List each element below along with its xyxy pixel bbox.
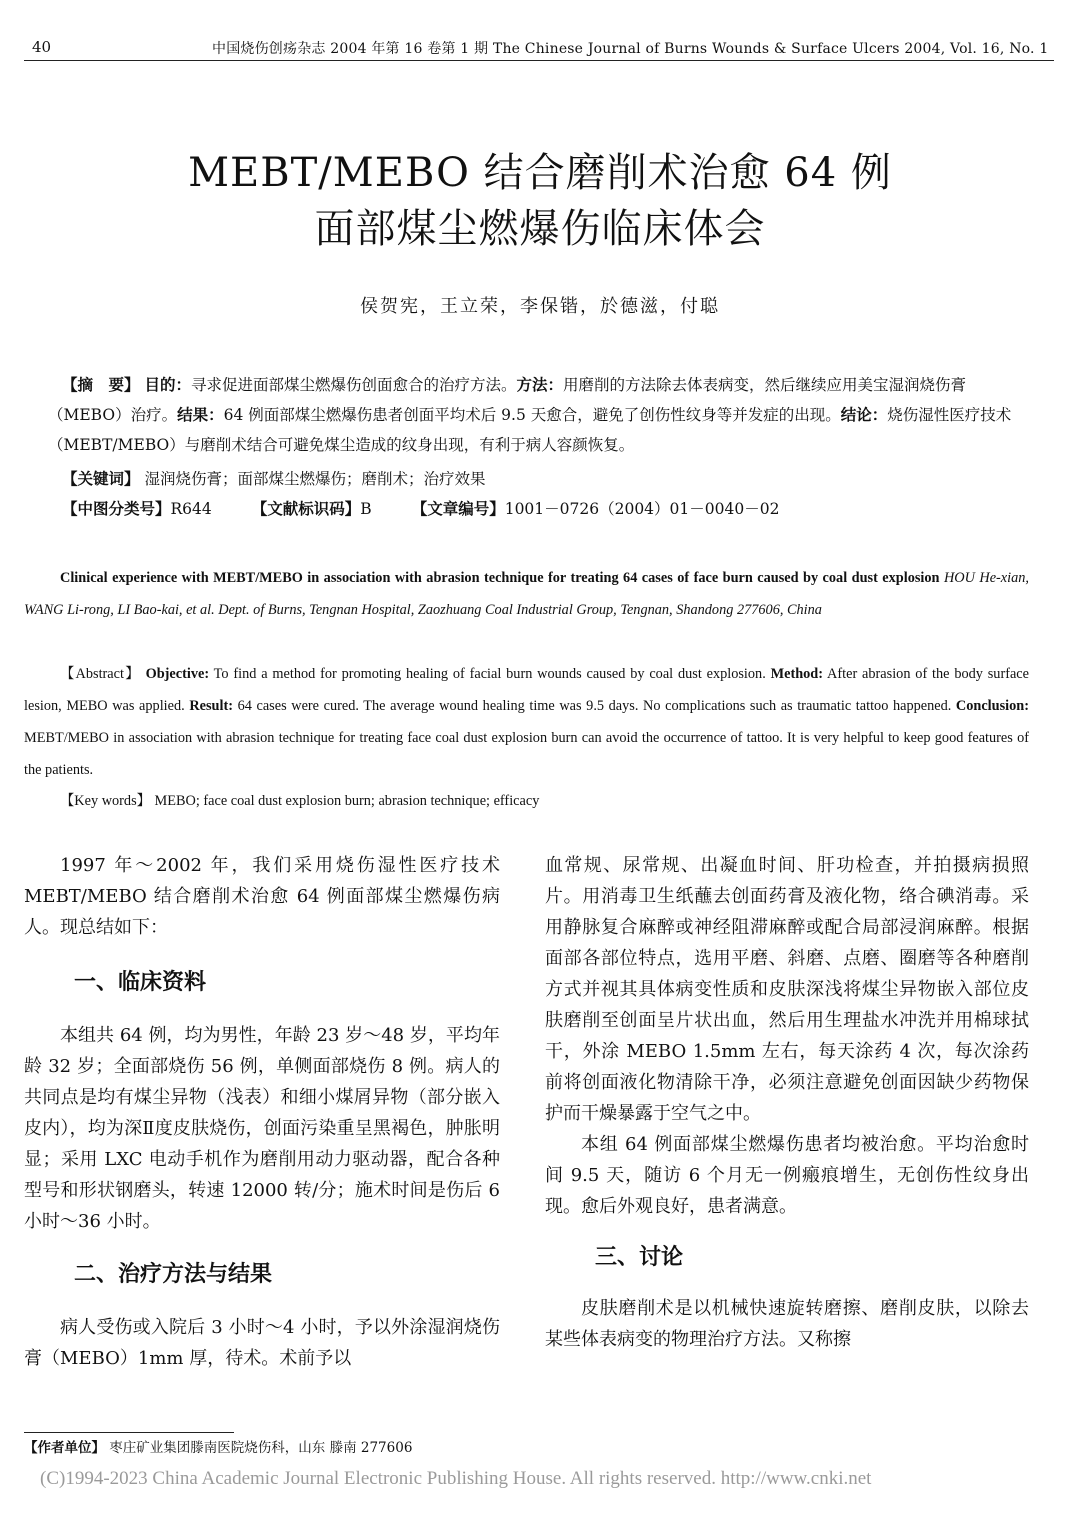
page-number: 40 (32, 38, 52, 56)
left-column (24, 850, 500, 1374)
intro-paragraph: 1997 年～2002 年，我们采用烧伤湿性医疗技术 MEBT/MEBO 结合磨削术治愈 64 例面部煤尘燃爆伤病人。现总结如下： (24, 855, 500, 938)
english-abstract (24, 658, 1029, 786)
english-title-block (24, 562, 1029, 626)
title-line-2: 面部煤尘燃爆伤临床体会 (314, 206, 766, 252)
chinese-abstract (48, 370, 1038, 460)
classification-line (62, 497, 1022, 519)
section-2-paragraph: 病人受伤或入院后 3 小时～4 小时，予以外涂湿润烧伤膏（MEBO）1mm 厚，待术。术前予以 (24, 1317, 500, 1369)
english-objective-text: To find a method for promoting healing of facial burn wounds caused by coal dust explosion. (209, 666, 771, 682)
section-2-continuation: 血常规、尿常规、出凝血时间、肝功检查，并拍摄病损照片。用消毒卫生纸蘸去创面药膏及液化物，络合碘消毒。采用静脉复合麻醉或神经阻滞麻醉或配合局部浸润麻醉。根据面部各部位特点，选用平磨、斜磨、点磨、圈磨等各种磨削方式并视其具体病变性质和皮肤深浅将煤尘异物嵌入部位皮肤磨削至创面呈片状出血，然后用生理盐水冲洗并用棉球拭干，外涂 MEBO 1.5mm 左右，每天涂药 4 次，每次涂药前将创面液化物清除干净，必须注意避免创面因缺少药物保护而干燥暴露于空气之中。 (545, 855, 1029, 1124)
keywords-label: 【关键词】 (62, 469, 140, 488)
keywords-text: 湿润烧伤膏；面部煤尘燃爆伤；磨削术；治疗效果 (144, 470, 486, 488)
running-head: 中国烧伤创疡杂志 2004 年第 16 卷第 1 期 The Chinese Journal of Burns Wounds & Surface Ulcers 2004, Vol. 16, No. 1 (212, 41, 1049, 57)
english-abstract-label: 【Abstract】 (60, 666, 141, 682)
article-number-label: 【文章编号】 (411, 499, 505, 518)
footnote-rule (24, 1432, 234, 1433)
section-heading-2: 二、治疗方法与结果 (74, 1262, 273, 1287)
method-label: 方法： (516, 375, 563, 394)
english-keywords-label: 【Key words】 (60, 793, 151, 809)
title-line-1: MEBT/MEBO 结合磨削术治愈 64 例 (188, 150, 892, 196)
method-text: 用磨削的方法除去体表病变，然后继续应用美宝湿润烧伤膏（MEBO）治疗。 (48, 376, 967, 424)
english-method-text: After abrasion of the body surface lesion, MEBO was applied. (24, 666, 1029, 714)
english-conclusion-text: MEBT/MEBO in association with abrasion technique for treating face coal dust explosion burn can avoid the occurrence of tattoo. It is very helpful to keep good features of the patients. (24, 730, 1029, 778)
result-label: 结果： (177, 405, 224, 424)
chinese-keywords (62, 464, 1022, 494)
conclusion-text: 烧伤湿性医疗技术（MEBT/MEBO）与磨削术结合可避免煤尘造成的纹身出现，有利于病人容颜恢复。 (48, 406, 1012, 454)
article-number-value: 1001－0726（2004）01－0040－02 (504, 500, 780, 518)
clc-label: 【中图分类号】 (62, 499, 171, 518)
english-byline: HOU He-xian, WANG Li-rong, LI Bao-kai, et al. Dept. of Burns, Tengnan Hospital, Zaozhuang Coal Industrial Group, Tengnan, Shandong 277606, China (24, 570, 1029, 618)
header-rule (24, 60, 1054, 61)
abstract-label: 【摘 要】 (62, 375, 140, 394)
section-3-paragraph: 皮肤磨削术是以机械快速旋转磨擦、磨削皮肤，以除去某些体表病变的物理治疗方法。又称擦 (545, 1298, 1029, 1350)
section-1-paragraph: 本组共 64 例，均为男性，年龄 23 岁～48 岁，平均年龄 32 岁；全面部烧伤 56 例，单侧面部烧伤 8 例。病人的共同点是均有煤尘异物（浅表）和细小煤屑异物（部分嵌入皮内），均为深Ⅱ度皮肤烧伤，创面污染重呈黑褐色，肿胀明显；采用 LXC 电动手机作为磨削用动力驱动器，配合各种型号和形状钢磨头，转速 12000 转/分；施术时间是伤后 6 小时～36 小时。 (24, 1025, 500, 1232)
english-conclusion-label: Conclusion: (955, 698, 1029, 714)
result-text: 64 例面部煤尘燃爆伤患者创面平均术后 9.5 天愈合，避免了创伤性纹身等并发症的出现。 (223, 406, 841, 424)
english-title: Clinical experience with MEBT/MEBO in association with abrasion technique for treating 64 cases of face burn caused by coal dust explosion (60, 570, 940, 586)
english-keywords-text: MEBO; face coal dust explosion burn; abrasion technique; efficacy (150, 793, 540, 809)
right-column (545, 850, 1029, 1355)
english-objective-label: Objective: (145, 666, 210, 682)
footnote-label: 【作者单位】 (24, 1440, 105, 1456)
english-result-label: Result: (189, 698, 233, 714)
objective-label: 目的： (144, 375, 191, 394)
doc-code-value: B (360, 500, 372, 518)
section-heading-3: 三、讨论 (595, 1245, 684, 1270)
section-heading-1: 一、临床资料 (74, 970, 207, 995)
footnote-text: 枣庄矿业集团滕南医院烧伤科，山东 滕南 277606 (109, 1440, 413, 1456)
clc-value: R644 (170, 500, 212, 518)
english-result-text: 64 cases were cured. The average wound healing time was 9.5 days. No complications such as traumatic tattoo happened. (233, 698, 956, 714)
conclusion-label: 结论： (840, 405, 888, 424)
english-keywords (24, 785, 1029, 817)
copyright-watermark: (C)1994-2023 China Academic Journal Electronic Publishing House. All rights reserved. http://www.cnki.net (40, 1468, 872, 1489)
results-paragraph: 本组 64 例面部煤尘燃爆伤患者均被治愈。平均治愈时间 9.5 天，随访 6 个月无一例瘢痕增生，无创伤性纹身出现。愈后外观良好，患者满意。 (545, 1134, 1029, 1217)
doc-code-label: 【文献标识码】 (251, 499, 361, 518)
author-affiliation-footnote (24, 1436, 412, 1456)
english-method-label: Method: (770, 666, 824, 682)
author-list: 侯贺宪，王立荣，李保锴，於德滋，付聪 (360, 296, 720, 317)
objective-text: 寻求促进面部煤尘燃爆伤创面愈合的治疗方法。 (190, 376, 517, 394)
